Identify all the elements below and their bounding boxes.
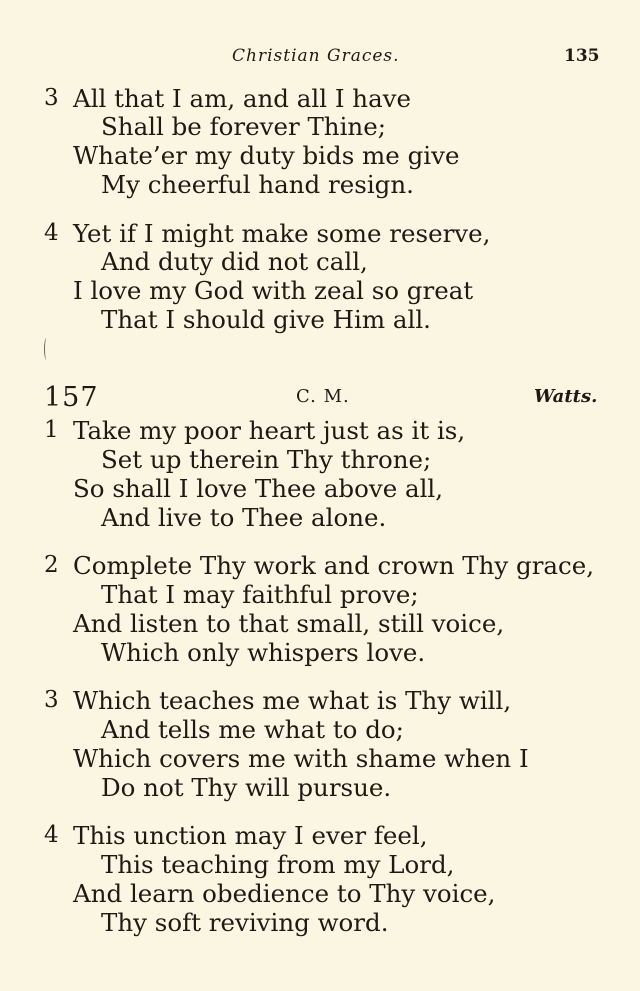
verse-line: Which covers me with shame when I [73, 744, 529, 773]
verse-line: And learn obedience to Thy voice, [73, 879, 496, 908]
running-title: Christian Graces. [232, 46, 400, 66]
stanza-number: 2 [44, 552, 59, 578]
verse-line: Which teaches me what is Thy will, [73, 686, 512, 715]
verse-line: Set up therein Thy throne; [101, 445, 432, 474]
verse-line: Yet if I might make some reserve, [73, 219, 491, 248]
page-number: 135 [564, 46, 600, 66]
hymn-meter: C. M. [296, 386, 350, 407]
verse-line: Do not Thy will pursue. [101, 773, 392, 802]
verse-line: All that I am, and all I have [73, 84, 412, 113]
stanza-number: 1 [44, 417, 59, 443]
verse-line: Take my poor heart just as it is, [73, 416, 466, 445]
verse-line: Complete Thy work and crown Thy grace, [73, 551, 595, 580]
verse-line: That I may faithful prove; [101, 580, 419, 609]
verse-line: So shall I love Thee above all, [73, 474, 444, 503]
verse-line: And duty did not call, [101, 247, 368, 276]
verse-line: Shall be forever Thine; [101, 112, 386, 141]
verse-line: I love my God with zeal so great [73, 276, 474, 305]
verse-line: That I should give Him all. [101, 305, 431, 334]
verse-line: This teaching from my Lord, [101, 850, 455, 879]
verse-line: Which only whispers love. [101, 638, 426, 667]
hymn-author: Watts. [534, 386, 598, 407]
stanza-number: 4 [44, 220, 59, 246]
hymn-heading [0, 382, 640, 412]
stanza-number: 4 [44, 822, 59, 848]
stanza-number: 3 [44, 85, 59, 111]
hymn-number: 157 [44, 382, 99, 413]
verse-line: And live to Thee alone. [101, 503, 387, 532]
verse-line: Thy soft reviving word. [101, 908, 389, 937]
stray-ink-mark [44, 338, 49, 360]
verse-line: This unction may I ever feel, [73, 821, 428, 850]
verse-line: And tells me what to do; [101, 715, 404, 744]
stanza-number: 3 [44, 687, 59, 713]
verse-line: My cheerful hand resign. [101, 170, 414, 199]
verse-line: Whate’er my duty bids me give [73, 141, 460, 170]
verse-line: And listen to that small, still voice, [73, 609, 505, 638]
